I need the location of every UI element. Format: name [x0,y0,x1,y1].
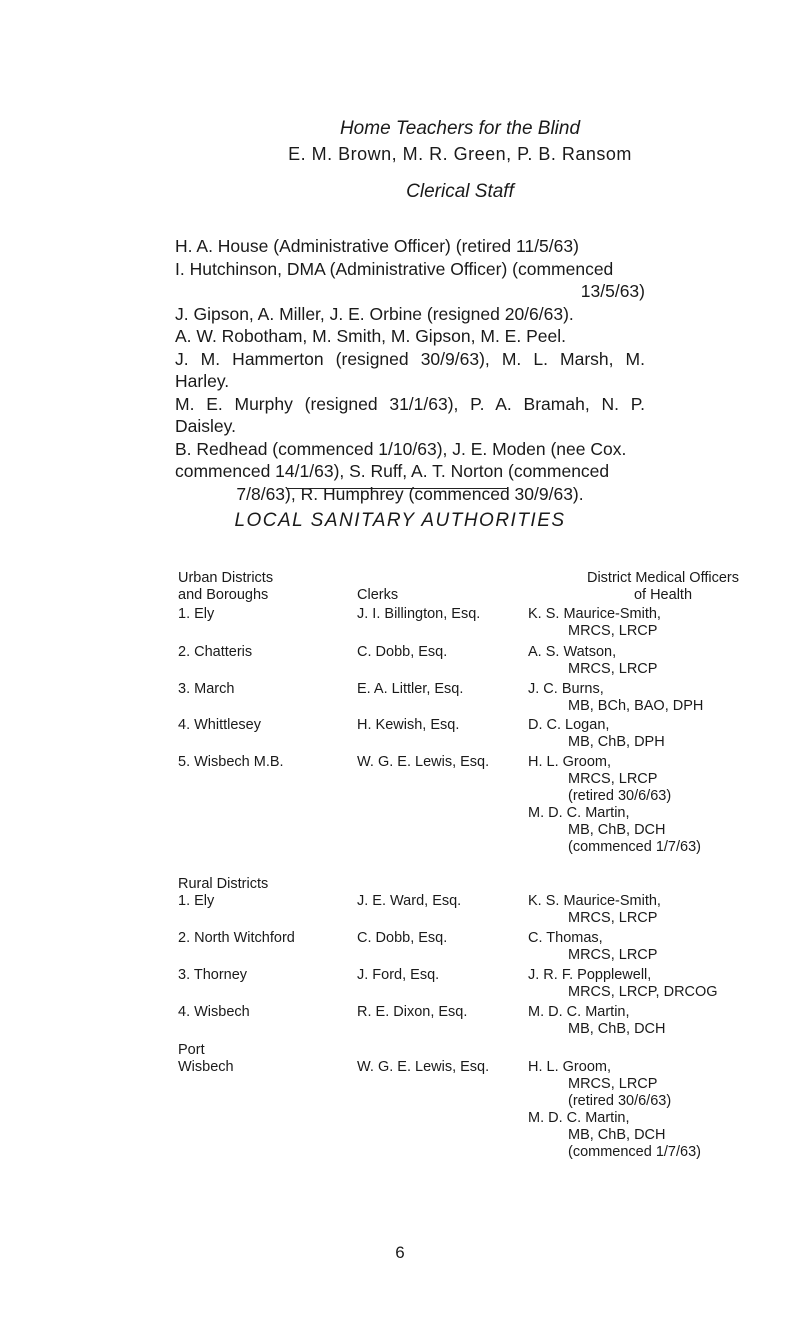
medical-officer-line: MB, ChB, DCH [568,822,666,838]
clerical-line: A. W. Robotham, M. Smith, M. Gipson, M. E. Peel. [175,326,566,346]
clerical-line: J. Gipson, A. Miller, J. E. Orbine (resigned 20/6/63). [175,303,574,324]
medical-officer-line: H. L. Groom, [528,1059,611,1075]
medical-officer-line: M. D. C. Martin, [528,1004,630,1020]
page-number: 6 [395,1243,405,1262]
medical-officer-line: MB, ChB, DPH [568,734,665,750]
medical-officer-line: K. S. Maurice-Smith, [528,606,661,622]
header-districts-line1: Urban Districts [178,570,274,586]
header-districts [178,570,273,604]
clerk-name: W. G. E. Lewis, Esq. [357,754,490,770]
district-name: 1. Ely [178,606,215,622]
medical-officer [528,1059,790,1161]
medical-officer-line: C. Thomas, [528,930,603,946]
medical-officer [528,893,790,927]
clerical-line: M. E. Murphy (resigned 31/1/63), P. A. Bramah, N. P. Daisley. [175,393,645,436]
clerk-name: J. Ford, Esq. [357,967,440,983]
clerical-line: B. Redhead (commenced 1/10/63), J. E. Moden (nee Cox. [175,438,627,459]
medical-officer-line: (retired 30/6/63) [568,1093,672,1109]
clerical-line: J. M. Hammerton (resigned 30/9/63), M. L. Marsh, M. Harley. [175,348,645,391]
district-name: 4. Whittlesey [178,717,261,733]
medical-officer-line: MRCS, LRCP [568,771,658,787]
header-medical-officers [528,570,798,604]
district-name: 5. Wisbech M.B. [178,754,284,770]
medical-officer-line: (commenced 1/7/63) [568,839,701,855]
medical-officer-line: D. C. Logan, [528,717,610,733]
clerical-line: I. Hutchinson, DMA (Administrative Officer) (commenced [175,258,614,279]
medical-officer-line: MRCS, LRCP [568,661,658,677]
lsa-title: LOCAL SANITARY AUTHORITIES [234,510,566,531]
clerk-name: J. E. Ward, Esq. [357,893,462,909]
district-name: 3. March [178,681,235,697]
medical-officer [528,606,790,640]
district-name: 2. North Witchford [178,930,295,946]
medical-officer-line: H. L. Groom, [528,754,611,770]
medical-officer [528,930,790,964]
clerk-name: E. A. Littler, Esq. [357,681,464,697]
district-name: 2. Chatteris [178,644,253,660]
district-name: Wisbech [178,1059,234,1075]
medical-officer-line: MRCS, LRCP [568,1076,658,1092]
header-clerks: Clerks [357,587,399,603]
clerk-name: H. Kewish, Esq. [357,717,460,733]
header-mo-line1: District Medical Officers [586,570,739,586]
medical-officer-line: M. D. C. Martin, [528,1110,630,1126]
header-districts-line2: and Boroughs [178,587,269,603]
home-teachers-names: E. M. Brown, M. R. Green, P. B. Ransom [288,144,632,164]
district-name: 1. Ely [178,893,215,909]
clerical-staff-title: Clerical Staff [406,181,514,202]
clerical-line: 13/5/63) [580,281,645,301]
medical-officer-line: MRCS, LRCP [568,947,658,963]
medical-officer-line: MB, ChB, DCH [568,1127,666,1143]
medical-officer-line: MRCS, LRCP [568,623,658,639]
header-mo-line2: of Health [633,587,693,603]
medical-officer-line: MRCS, LRCP, DRCOG [568,984,718,1000]
clerk-name: W. G. E. Lewis, Esq. [357,1059,490,1075]
clerk-name: J. I. Billington, Esq. [357,606,481,622]
clerical-line: commenced 14/1/63), S. Ruff, A. T. Norton (commenced [175,461,610,481]
medical-officer-line: (commenced 1/7/63) [568,1144,701,1160]
medical-officer-line: J. R. F. Popplewell, [528,967,652,983]
home-teachers-title: Home Teachers for the Blind [339,118,581,139]
medical-officer [528,681,790,715]
clerk-name: C. Dobb, Esq. [357,644,448,660]
medical-officer-line: A. S. Watson, [528,644,617,660]
clerk-name: C. Dobb, Esq. [357,930,448,946]
medical-officer [528,644,790,678]
medical-officer-line: MRCS, LRCP [568,910,658,926]
district-name: 4. Wisbech [178,1004,250,1020]
clerical-line: H. A. House (Administrative Officer) (retired 11/5/63) [175,236,579,256]
medical-officer [528,967,790,1001]
district-name: 3. Thorney [178,967,248,983]
medical-officer-line: MB, BCh, BAO, DPH [568,698,704,714]
medical-officer-line: MB, ChB, DCH [568,1021,666,1037]
clerical-line: 7/8/63), R. Humphrey (commenced 30/9/63). [236,483,584,504]
port-heading: Port [178,1042,205,1058]
clerk-name: R. E. Dixon, Esq. [357,1004,468,1020]
medical-officer-line: (retired 30/6/63) [568,788,672,804]
medical-officer [528,1004,790,1038]
medical-officer-line: K. S. Maurice-Smith, [528,893,661,909]
medical-officer-line: M. D. C. Martin, [528,805,630,821]
medical-officer [528,717,790,751]
medical-officer-line: J. C. Burns, [528,681,604,697]
medical-officer [528,754,790,856]
rural-heading: Rural Districts [178,876,269,892]
